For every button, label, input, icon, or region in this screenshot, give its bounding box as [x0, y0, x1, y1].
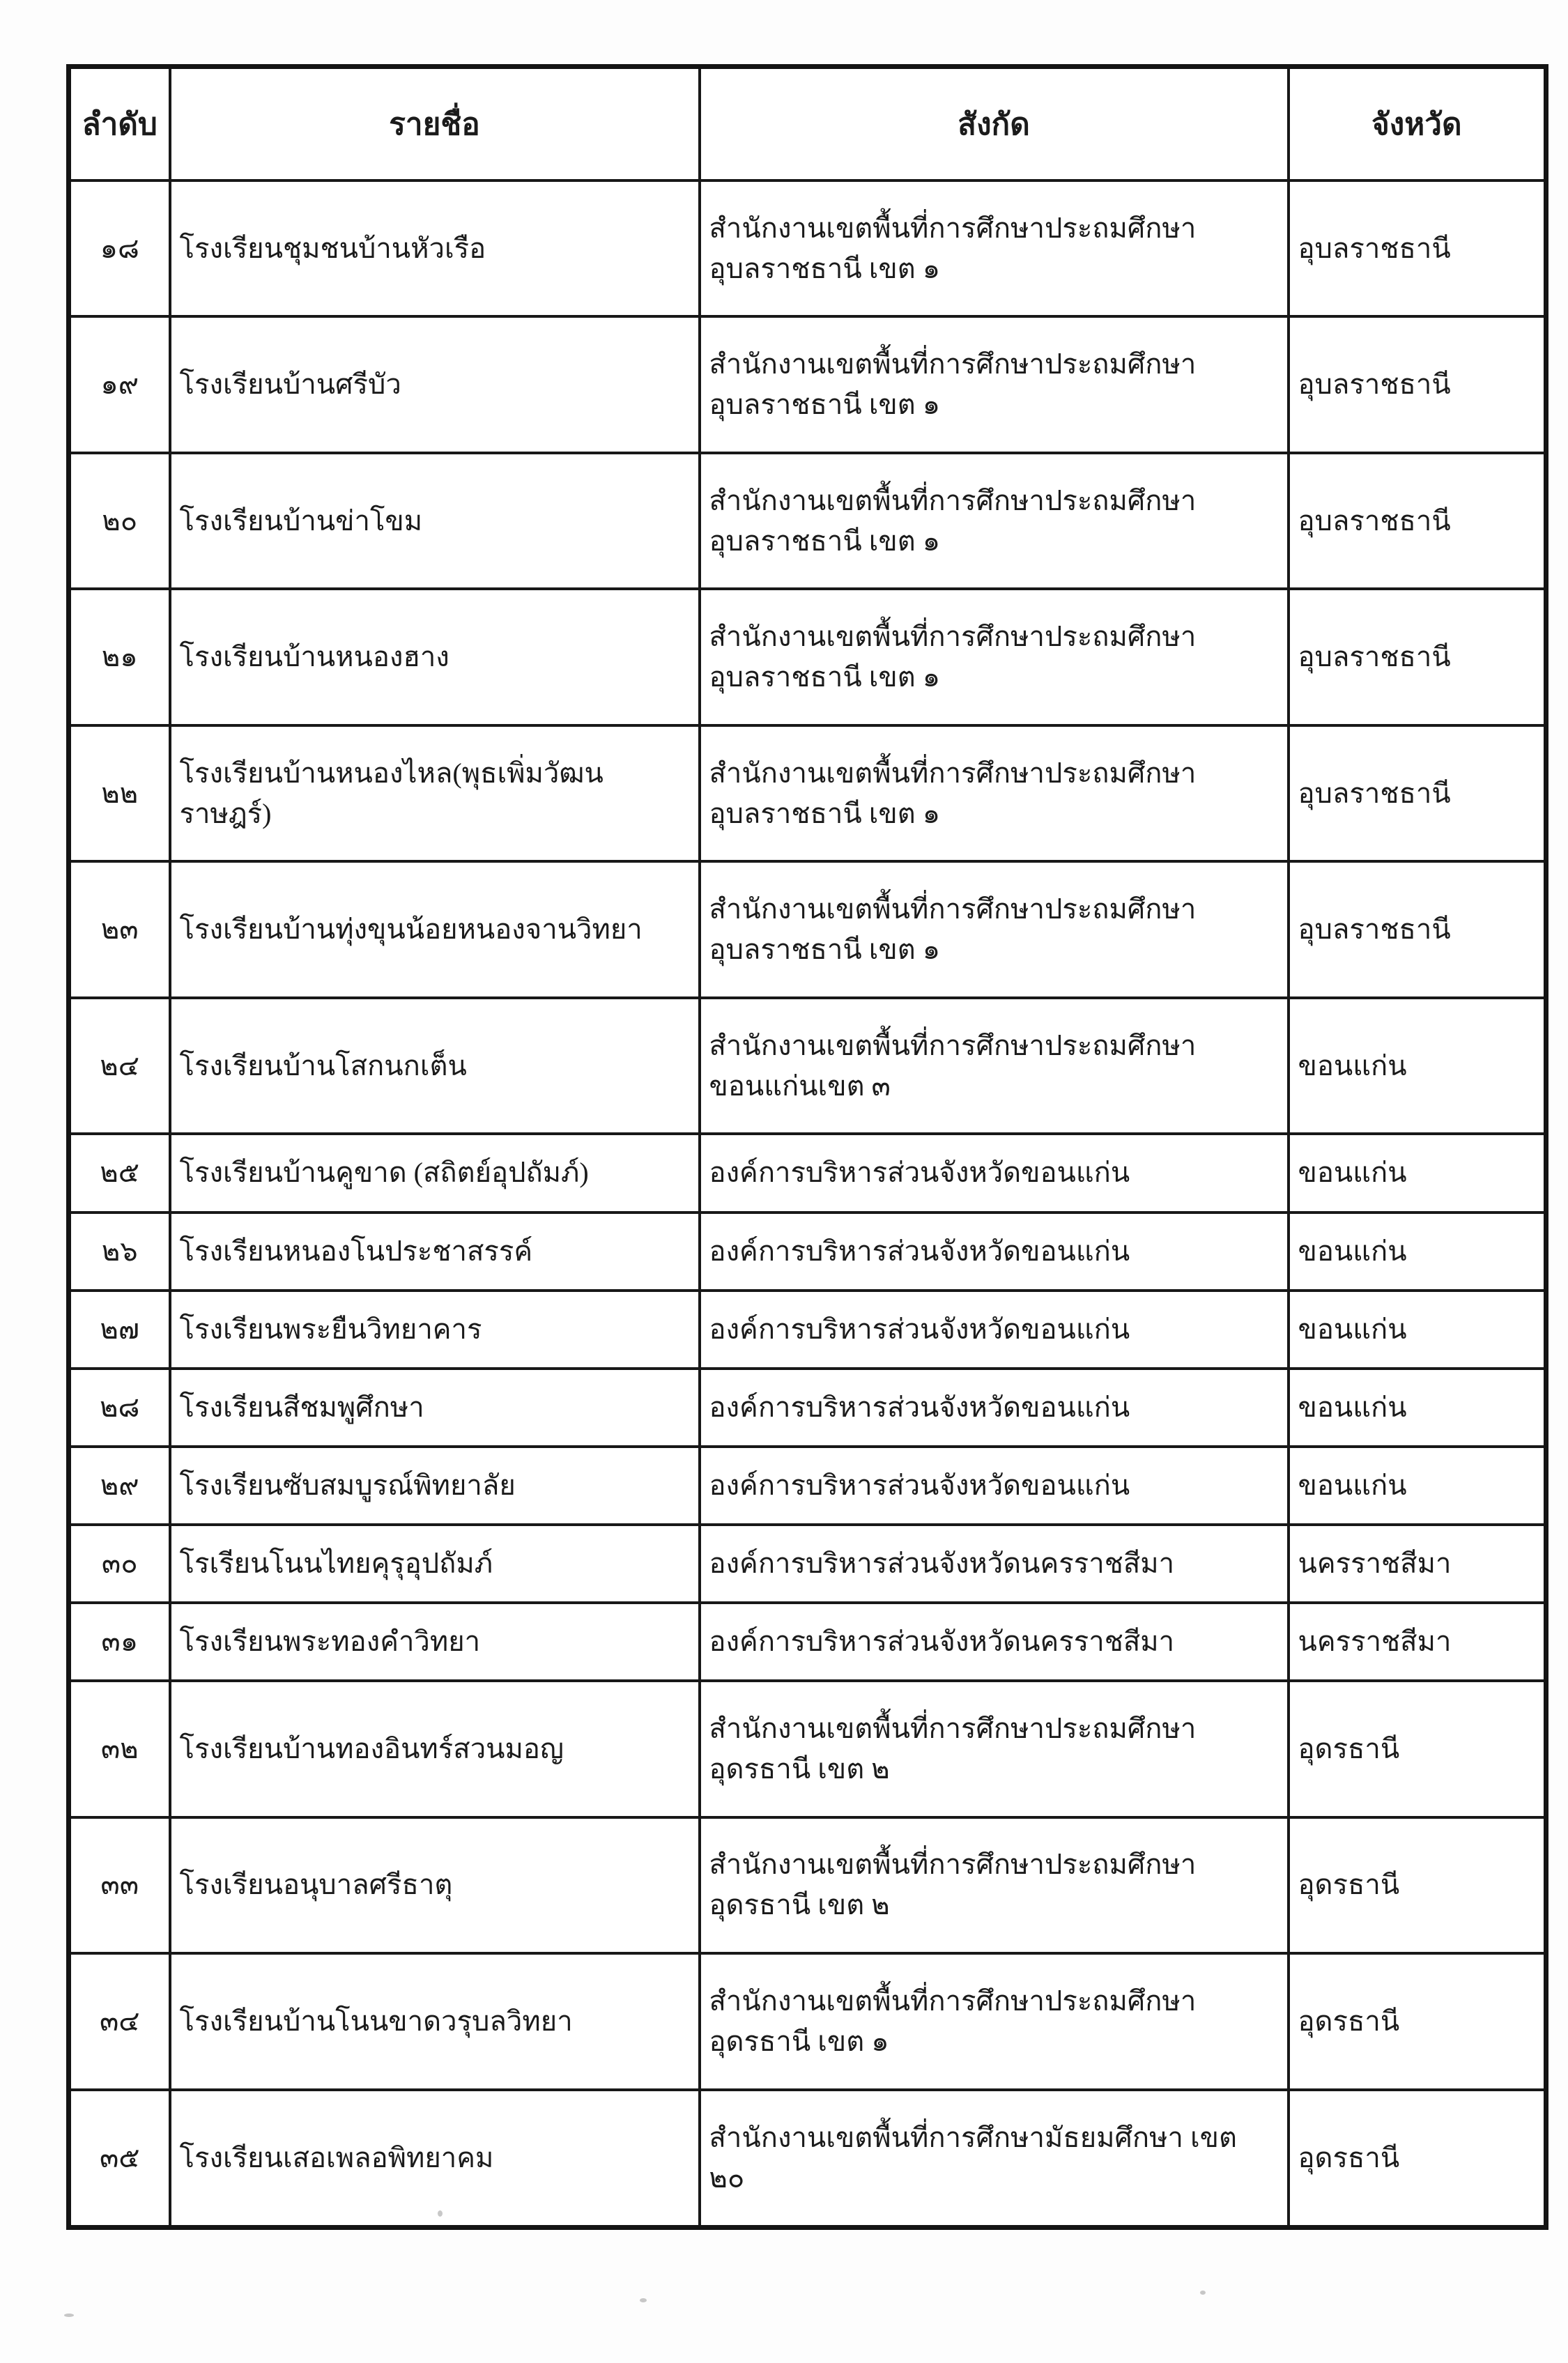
table-row [69, 998, 1546, 1134]
affiliation-cell: องค์การบริหารส่วนจังหวัดขอนแก่น [700, 1134, 1289, 1212]
affiliation-cell: สำนักงานเขตพื้นที่การศึกษาประถมศึกษาอุบลราชธานี เขต ๑ [700, 861, 1289, 997]
table-body [69, 180, 1546, 2228]
affiliation-cell: สำนักงานเขตพื้นที่การศึกษาประถมศึกษาอุบลราชธานี เขต ๑ [700, 725, 1289, 861]
table-row [69, 2090, 1546, 2228]
affiliation-cell: องค์การบริหารส่วนจังหวัดนครราชสีมา [700, 1603, 1289, 1681]
table-row [69, 1817, 1546, 1953]
province-cell: อุบลราชธานี [1289, 453, 1546, 589]
school-name-cell: โรงเรียนบ้านศรีบัว [170, 316, 700, 452]
table-row [69, 1447, 1546, 1525]
province-cell: นครราชสีมา [1289, 1525, 1546, 1603]
province-cell: ขอนแก่น [1289, 1213, 1546, 1291]
row-number-cell: ๒๖ [69, 1213, 170, 1291]
row-number-cell: ๒๗ [69, 1291, 170, 1369]
school-name-cell: โรงเรียนบ้านโสกนกเต็น [170, 998, 700, 1134]
affiliation-cell: สำนักงานเขตพื้นที่การศึกษาประถมศึกษาอุบลราชธานี เขต ๑ [700, 316, 1289, 452]
school-name-cell: โรงเรียนเสอเพลอพิทยาคม [170, 2090, 700, 2228]
school-name-cell: โรงเรียนชุมชนบ้านหัวเรือ [170, 180, 700, 316]
row-number-cell: ๓๓ [69, 1817, 170, 1953]
table-row [69, 1134, 1546, 1212]
row-number-cell: ๓๔ [69, 1953, 170, 2089]
school-name-cell: โรงเรียนบ้านหนองไหล(พุธเพิ่มวัฒนราษฎร์) [170, 725, 700, 861]
row-number-cell: ๒๐ [69, 453, 170, 589]
school-list-table [66, 64, 1548, 2230]
row-number-cell: ๒๕ [69, 1134, 170, 1212]
province-cell: อุบลราชธานี [1289, 180, 1546, 316]
table-row [69, 1603, 1546, 1681]
province-cell: อุบลราชธานี [1289, 589, 1546, 725]
school-name-cell: โรงเรียนบ้านโนนขาดวรุบลวิทยา [170, 1953, 700, 2089]
table-row [69, 589, 1546, 725]
school-name-cell: โรงเรียนบ้านทองอินทร์สวนมอญ [170, 1681, 700, 1817]
province-cell: อุดรธานี [1289, 1681, 1546, 1817]
affiliation-cell: สำนักงานเขตพื้นที่การศึกษาประถมศึกษาอุบลราชธานี เขต ๑ [700, 180, 1289, 316]
affiliation-cell: สำนักงานเขตพื้นที่การศึกษาประถมศึกษาอุดรธานี เขต ๒ [700, 1817, 1289, 1953]
school-name-cell: โรงเรียนพระทองคำวิทยา [170, 1603, 700, 1681]
scan-speck [438, 2210, 443, 2217]
table-row [69, 1291, 1546, 1369]
province-cell: ขอนแก่น [1289, 1369, 1546, 1447]
row-number-cell: ๑๘ [69, 180, 170, 316]
school-name-cell: โรงเรียนบ้านหนองฮาง [170, 589, 700, 725]
school-name-cell: โรงเรียนอนุบาลศรีธาตุ [170, 1817, 700, 1953]
row-number-cell: ๓๐ [69, 1525, 170, 1603]
province-cell: ขอนแก่น [1289, 1447, 1546, 1525]
scan-speck [1200, 2291, 1206, 2295]
column-header-province: จังหวัด [1289, 67, 1546, 181]
row-number-cell: ๒๑ [69, 589, 170, 725]
school-name-cell: โรงเรียนซับสมบูรณ์พิทยาลัย [170, 1447, 700, 1525]
row-number-cell: ๒๔ [69, 998, 170, 1134]
province-cell: ขอนแก่น [1289, 1134, 1546, 1212]
province-cell: อุบลราชธานี [1289, 316, 1546, 452]
affiliation-cell: สำนักงานเขตพื้นที่การศึกษาประถมศึกษาอุบลราชธานี เขต ๑ [700, 589, 1289, 725]
row-number-cell: ๓๒ [69, 1681, 170, 1817]
affiliation-cell: สำนักงานเขตพื้นที่การศึกษามัธยมศึกษา เขต ๒๐ [700, 2090, 1289, 2228]
school-name-cell: โรงเรียนพระยืนวิทยาคาร [170, 1291, 700, 1369]
table-row [69, 725, 1546, 861]
table-row [69, 861, 1546, 997]
affiliation-cell: สำนักงานเขตพื้นที่การศึกษาประถมศึกษาอุบลราชธานี เขต ๑ [700, 453, 1289, 589]
affiliation-cell: องค์การบริหารส่วนจังหวัดขอนแก่น [700, 1291, 1289, 1369]
column-header-number: ลำดับ [69, 67, 170, 181]
province-cell: อุดรธานี [1289, 2090, 1546, 2228]
affiliation-cell: องค์การบริหารส่วนจังหวัดขอนแก่น [700, 1369, 1289, 1447]
school-name-cell: โรงเรียนหนองโนประชาสรรค์ [170, 1213, 700, 1291]
affiliation-cell: สำนักงานเขตพื้นที่การศึกษาประถมศึกษาอุดรธานี เขต ๑ [700, 1953, 1289, 2089]
province-cell: อุดรธานี [1289, 1953, 1546, 2089]
school-name-cell: โรงเรียนบ้านคูขาด (สถิตย์อุปถัมภ์) [170, 1134, 700, 1212]
affiliation-cell: องค์การบริหารส่วนจังหวัดขอนแก่น [700, 1213, 1289, 1291]
table-row [69, 1953, 1546, 2089]
table-row [69, 180, 1546, 316]
column-header-name: รายชื่อ [170, 67, 700, 181]
table-row [69, 1369, 1546, 1447]
affiliation-cell: องค์การบริหารส่วนจังหวัดขอนแก่น [700, 1447, 1289, 1525]
school-name-cell: โรงเรียนสีชมพูศึกษา [170, 1369, 700, 1447]
header-row [69, 67, 1546, 181]
province-cell: ขอนแก่น [1289, 1291, 1546, 1369]
table-row [69, 453, 1546, 589]
school-name-cell: โรงเรียนบ้านทุ่งขุนน้อยหนองจานวิทยา [170, 861, 700, 997]
column-header-affiliation: สังกัด [700, 67, 1289, 181]
province-cell: อุดรธานี [1289, 1817, 1546, 1953]
table-row [69, 1681, 1546, 1817]
school-name-cell: โรงเรียนบ้านข่าโขม [170, 453, 700, 589]
row-number-cell: ๒๓ [69, 861, 170, 997]
school-name-cell: โรเรียนโนนไทยคุรุอุปถัมภ์ [170, 1525, 700, 1603]
row-number-cell: ๓๑ [69, 1603, 170, 1681]
row-number-cell: ๓๕ [69, 2090, 170, 2228]
affiliation-cell: สำนักงานเขตพื้นที่การศึกษาประถมศึกษาอุดรธานี เขต ๒ [700, 1681, 1289, 1817]
affiliation-cell: สำนักงานเขตพื้นที่การศึกษาประถมศึกษาขอนแก่นเขต ๓ [700, 998, 1289, 1134]
table-row [69, 316, 1546, 452]
row-number-cell: ๒๙ [69, 1447, 170, 1525]
province-cell: นครราชสีมา [1289, 1603, 1546, 1681]
table-row [69, 1525, 1546, 1603]
row-number-cell: ๒๘ [69, 1369, 170, 1447]
affiliation-cell: องค์การบริหารส่วนจังหวัดนครราชสีมา [700, 1525, 1289, 1603]
table-row [69, 1213, 1546, 1291]
province-cell: อุบลราชธานี [1289, 725, 1546, 861]
province-cell: อุบลราชธานี [1289, 861, 1546, 997]
province-cell: ขอนแก่น [1289, 998, 1546, 1134]
row-number-cell: ๑๙ [69, 316, 170, 452]
scan-speck [640, 2298, 647, 2302]
scan-speck [64, 2314, 74, 2317]
row-number-cell: ๒๒ [69, 725, 170, 861]
